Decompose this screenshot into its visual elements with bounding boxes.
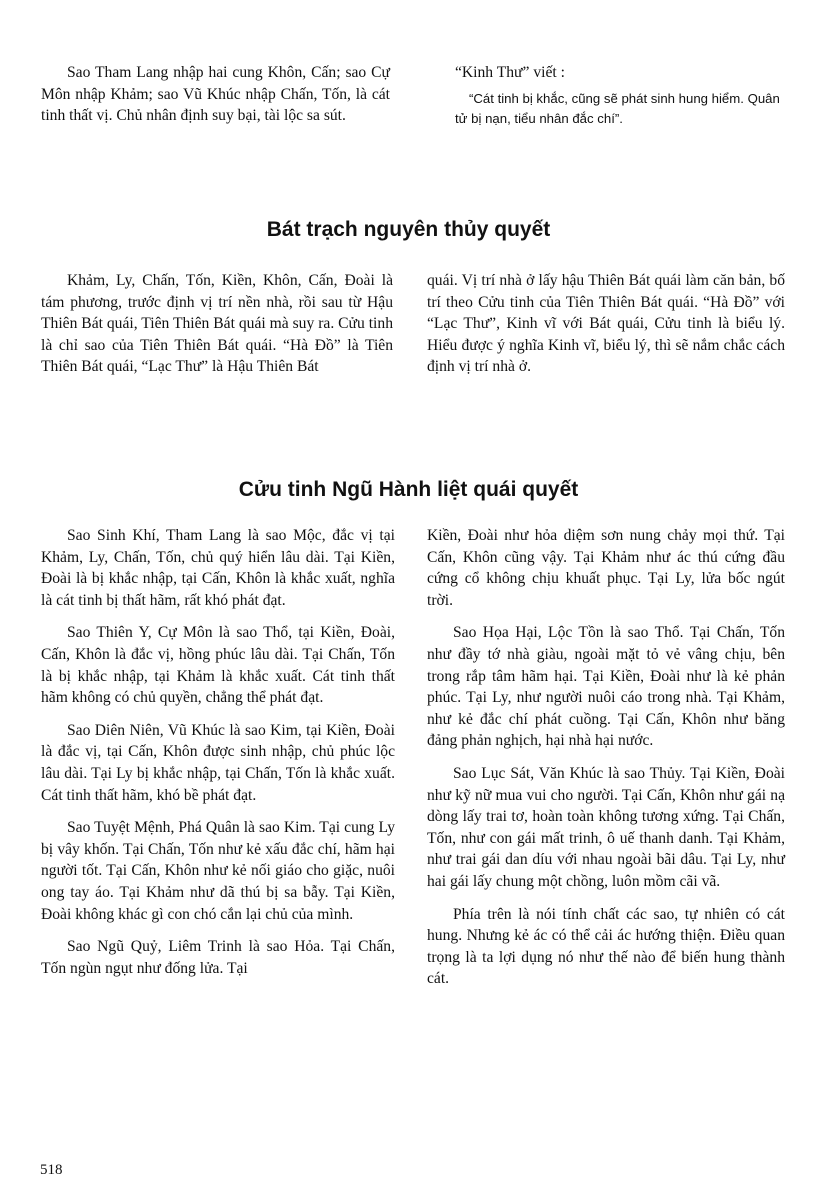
section2-right-column [427,525,785,990]
paragraph: Phía trên là nói tính chất các sao, tự nhiên có cát hung. Nhưng kẻ ác có thể cải ác hướng thiện. Điều quan trọng là ta lợi dụng nó như thế nào để biến hung thành cát. [427,905,785,988]
paragraph: Khảm, Ly, Chấn, Tốn, Kiền, Khôn, Cấn, Đoài là tám phương, trước định vị trí nền nhà, rồi sau từ Hậu Thiên Bát quái, Tiên Thiên Bát quái mà suy ra. Cửu tinh là chỉ sao của Tiên Thiên Bát quái. “Hà Đồ” là Tiên Thiên Bát quái, “Lạc Thư” là Hậu Thiên Bát [41,272,393,376]
paragraph: Kiền, Đoài như hỏa diệm sơn nung chảy mọi thứ. Tại Cấn, Khôn cũng vậy. Tại Khảm như ác thú cứng đầu cứng cổ không chịu khuất phục. Tại Ly, lửa bốc ngút trời. [427,527,785,609]
section-heading-bat-trach: Bát trạch nguyên thủy quyết [266,218,551,241]
paragraph: Sao Sinh Khí, Tham Lang là sao Mộc, đắc vị tại Khảm, Ly, Chấn, Tốn, chủ quý hiển lâu dài. Tại Kiền, Đoài là bị khắc nhập, tại Cấn, Khôn là khắc xuất, nghĩa là cát tinh bị thất hãm, rất khó phát đạt. [41,527,395,609]
section1-left-column [41,270,393,378]
paragraph: Sao Lục Sát, Văn Khúc là sao Thủy. Tại Kiền, Đoài như kỹ nữ mua vui cho người. Tại Cấn, Khôn như gái nạ dòng lấy trai tơ, hoàn toàn không tương xứng. Tại Chấn, Tốn, như con gái mất trinh, ô uế thanh danh. Tại Khảm, như trai gái dan díu với nhau ngoài bãi dâu. Tại Ly, như hai gái lấy chung một chồng, luôn mồm cãi vã. [427,764,785,890]
section-heading-cuu-tinh: Cửu tinh Ngũ Hành liệt quái quyết [238,478,579,501]
quote-title: “Kinh Thư” viết : [455,64,565,81]
page-number: 518 [40,1162,63,1178]
paragraph: Sao Tham Lang nhập hai cung Khôn, Cấn; sao Cự Môn nhập Khảm; sao Vũ Khúc nhập Chấn, Tốn, là cát tinh thất vị. Chủ nhân định suy bại, tài lộc sa sút. [41,64,390,125]
paragraph: Sao Tuyệt Mệnh, Phá Quân là sao Kim. Tại cung Ly bị vây khốn. Tại Chấn, Tốn như kẻ xấu đắc chí, hãm hại người tốt. Tại Cấn, Khôn như kẻ nối giáo cho giặc, nuôi ong tay áo. Tại Khảm như dã thú bị sa bẫy. Tại Kiền, Đoài không khác gì con chó cắn lại chủ của mình. [41,819,395,923]
paragraph: Sao Thiên Y, Cự Môn là sao Thổ, tại Kiền, Đoài, Cấn, Khôn là đắc vị, hồng phúc lâu dài. Tại Chấn, Tốn là bị khắc nhập, tại Khảm là khắc xuất. Cát tinh thất hãm không có chủ quyền, chẳng thể phát đạt. [41,624,395,707]
section1-right-column [427,270,785,378]
section2-left-column [41,525,395,979]
paragraph: Sao Họa Hại, Lộc Tồn là sao Thổ. Tại Chấn, Tốn như đầy tớ nhà giàu, ngoài mặt tỏ vẻ vâng chịu, bên trong rắp tâm hãm hại. Tại Kiền, Đoài như là kẻ phản phúc. Tại Ly, như người nuôi cáo trong nhà. Tại Khảm, như kẻ đắc chí phát cuồng. Tại Cấn, Khôn như băng đảng phản nghịch, hại nhà hại nước. [427,624,785,750]
paragraph: quái. Vị trí nhà ở lấy hậu Thiên Bát quái làm căn bản, bố trí theo Cửu tinh của Tiên Thiên Bát quái. “Hà Đồ” với “Lạc Thư”, Kinh vĩ với Bát quái, Cửu tinh là biểu lý. Hiểu được ý nghĩa Kinh vĩ, biểu lý, thì sẽ nắm chắc cách định vị trí nhà ở. [427,272,785,376]
top-left-column [41,62,390,127]
quote-text: “Cát tinh bị khắc, cũng sẽ phát sinh hung hiểm. Quân tử bị nạn, tiểu nhân đắc chí”. [455,91,780,126]
paragraph: Sao Diên Niên, Vũ Khúc là sao Kim, tại Kiền, Đoài là đắc vị, tại Cấn, Khôn được sinh nhập, chủ phúc lộc lâu dài. Tại Ly bị khắc nhập, tại Chấn, Tốn là khắc xuất. Cát tinh thất hãm, khó bề phát đạt. [41,721,395,804]
top-right-column [455,62,785,129]
paragraph: Sao Ngũ Quỷ, Liêm Trinh là sao Hỏa. Tại Chấn, Tốn ngùn ngụt như đống lửa. Tại [41,938,395,977]
